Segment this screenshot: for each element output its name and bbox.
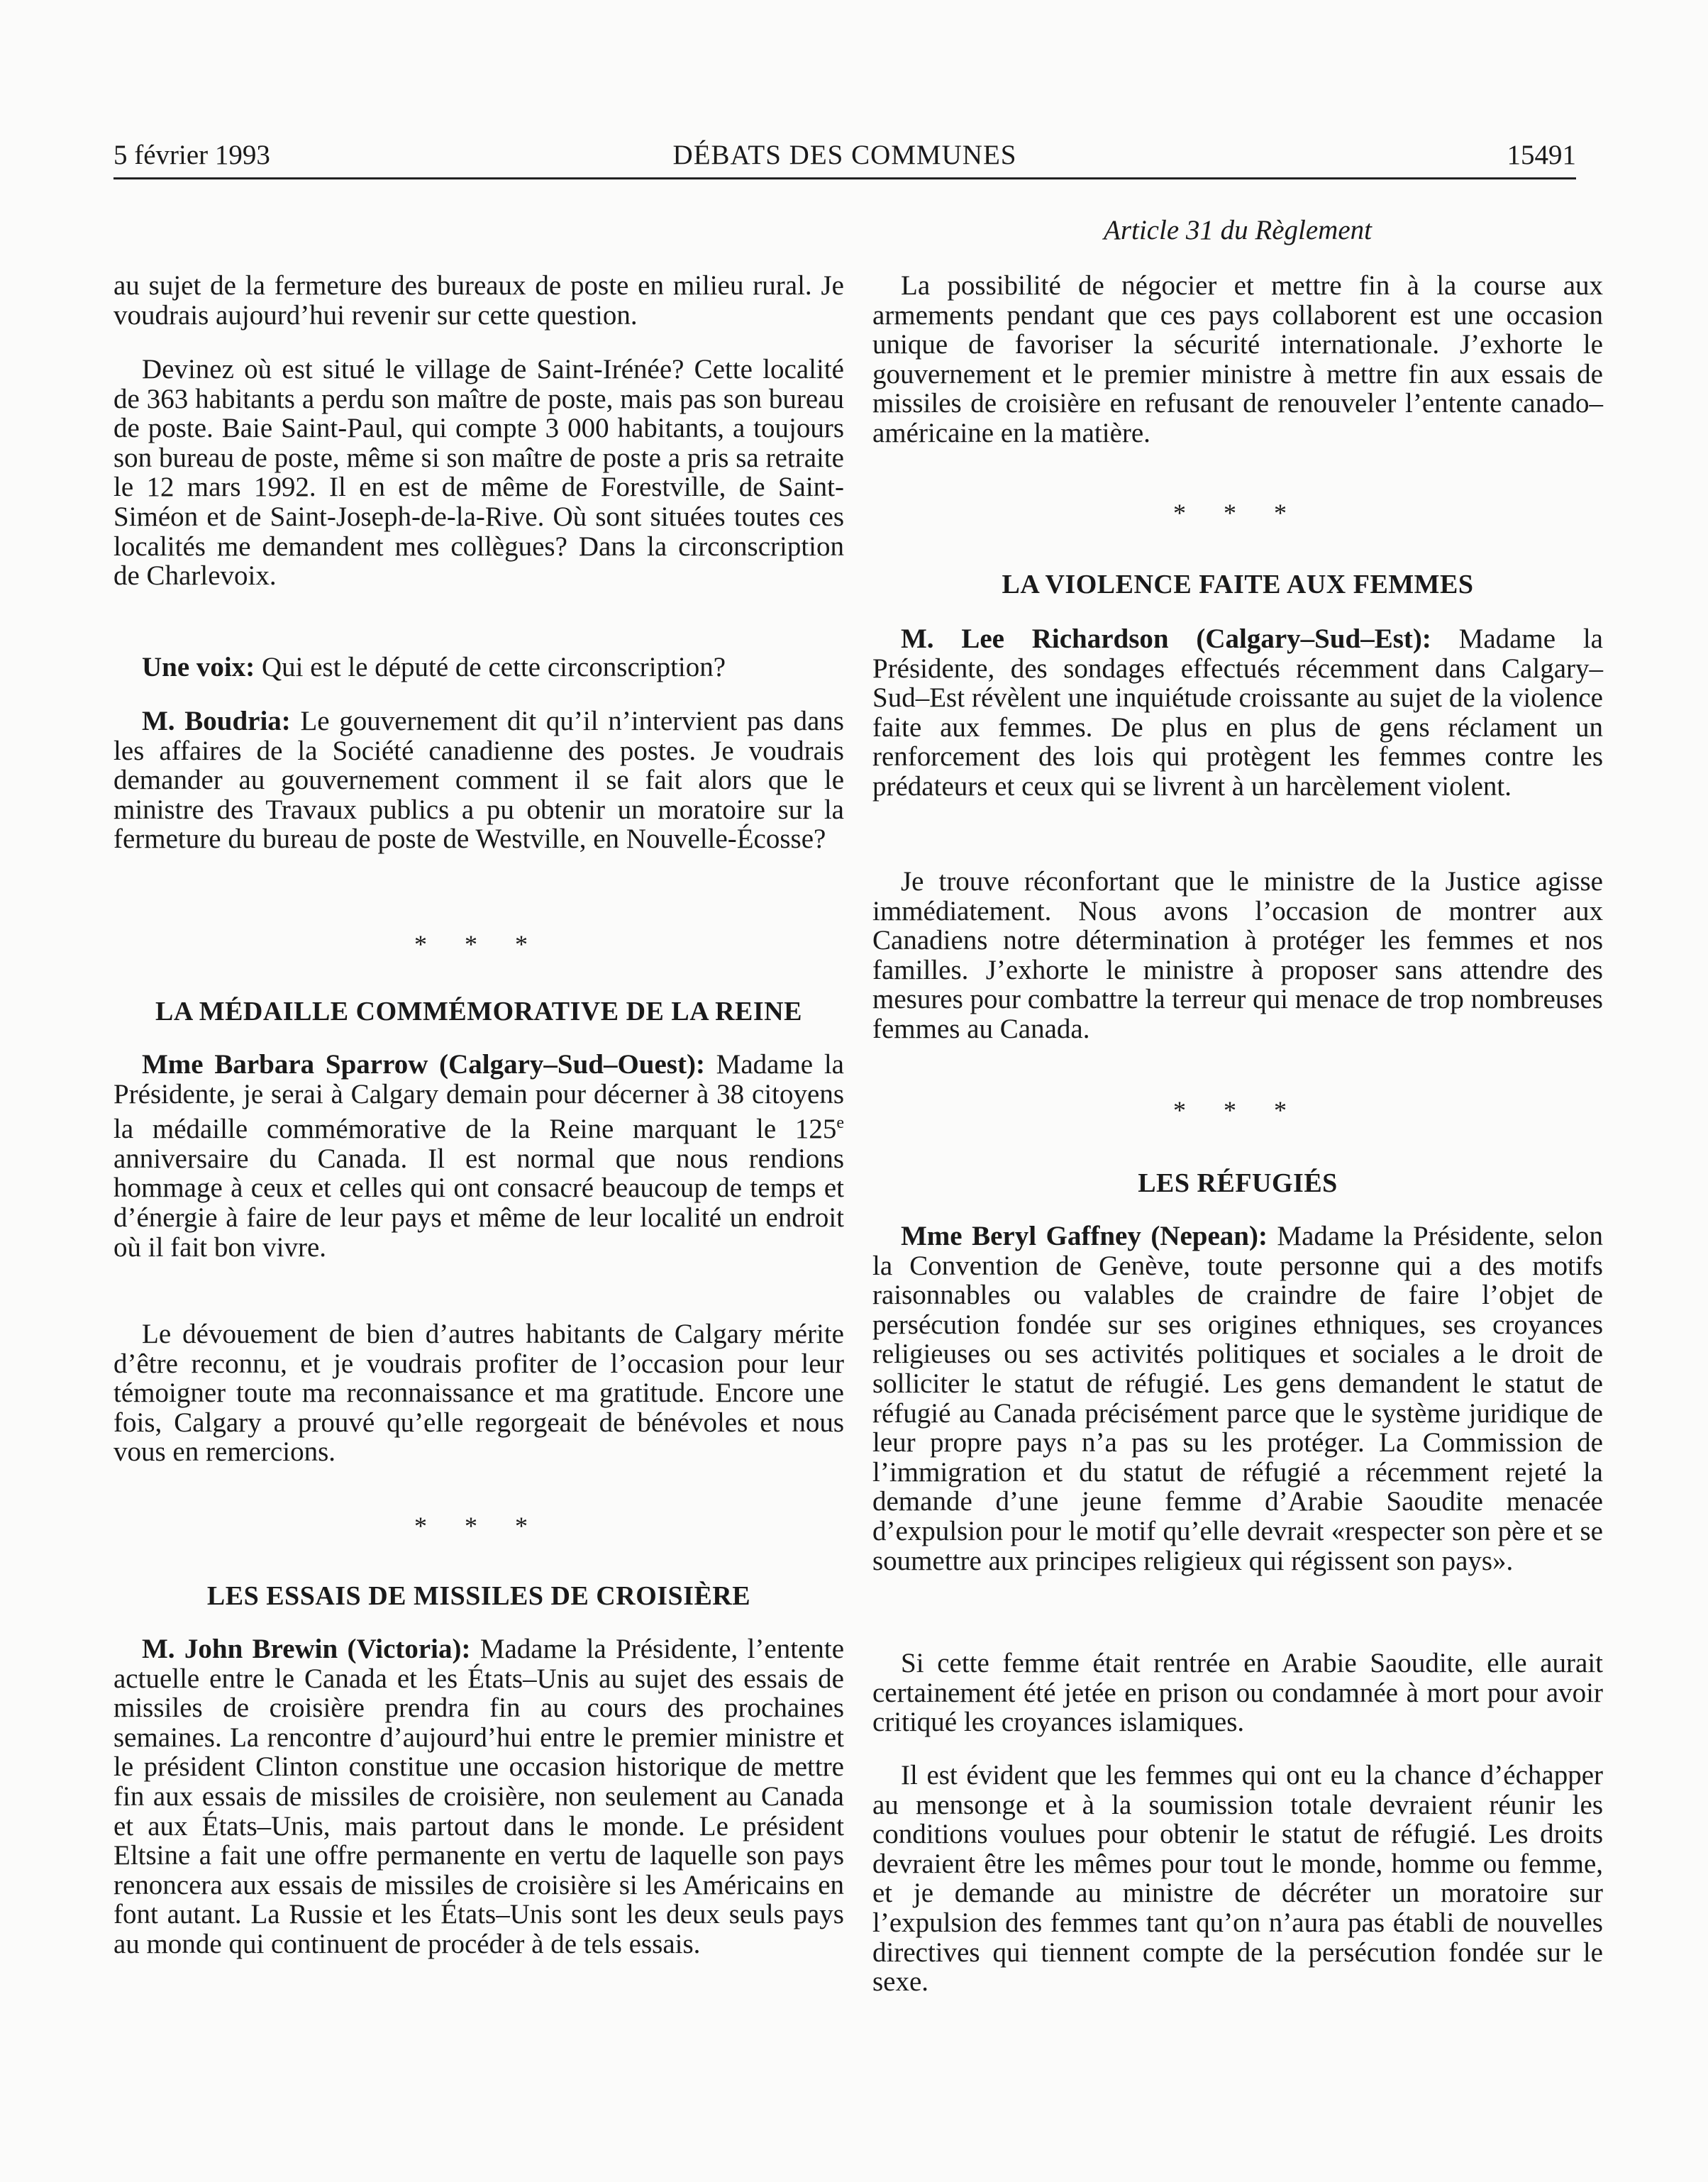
right-para-1: La possibilité de négocier et mettre fin à la course aux armements pendant que ces pays collaborent est une occasion unique de favoriser la sécurité internationale. J’exhorte le gouvernement et le premier ministre à mettre fin aux essais de missiles de croisière en refusant de renouveler l’entente canado–américaine en la matière. bbox=[872, 270, 1603, 448]
header-date: 5 février 1993 bbox=[113, 140, 270, 170]
left-para-3: Une voix: Qui est le député de cette circonscription? bbox=[142, 652, 726, 682]
left-para-2: Devinez où est situé le village de Saint-Irénée? Cette localité de 363 habitants a perdu son maître de poste, mais pas son bureau de poste. Baie Saint-Paul, qui compte 3 000 habitants, a toujours son bureau de poste, même si son maître de poste a pris sa retraite le 12 mars 1992. Il en est de même de Forestville, de Saint-Siméon et de Saint-Joseph-de-la-Rive. Où sont situées toutes ces localités me demandent mes collègues? Dans la circonscription de Charlevoix. bbox=[113, 354, 844, 592]
section-separator: * * * bbox=[414, 930, 543, 958]
right-para-2: M. Lee Richardson (Calgary–Sud–Est): Madame la Présidente, des sondages effectués récemment dans Calgary–Sud–Est révèlent une inquiétude croissante au sujet de la violence faite aux femmes. De plus en plus de gens réclament un renforcement des lois qui protègent les femmes contre les prédateurs et ceux qui se livrent à un harcèlement violent. bbox=[872, 624, 1603, 802]
section-heading: LA MÉDAILLE COMMÉMORATIVE DE LA REINE bbox=[155, 997, 802, 1026]
right-para-5: Si cette femme était rentrée en Arabie Saoudite, elle aurait certainement été jetée en prison ou condamnée à mort pour avoir critiqué les croyances islamiques. bbox=[872, 1648, 1603, 1738]
speaker-name: Mme Beryl Gaffney (Nepean): bbox=[901, 1221, 1268, 1251]
left-para-5: Mme Barbara Sparrow (Calgary–Sud–Ouest): Madame la Présidente, je serai à Calgary demain pour décerner à 38 citoyens la médaille commémorative de la Reine marquant le 125e anniversaire du Canada. Il est normal que nous rendions hommage à ceux et celles qui ont consacré beaucoup de temps et d’énergie à faire de leur pays et même de leur localité un endroit où il fait bon vivre. bbox=[113, 1049, 844, 1263]
running-header bbox=[113, 139, 1576, 176]
section-heading: LA VIOLENCE FAITE AUX FEMMES bbox=[1002, 570, 1474, 599]
right-para-6: Il est évident que les femmes qui ont eu la chance d’échapper au mensonge et à la soumission totale devraient réunir les conditions voulues pour obtenir le statut de réfugié. Les droits devraient être les mêmes pour tout le monde, homme ou femme, et je demande au ministre de décréter un moratoire sur l’expulsion des femmes tant qu’on n’aura pas établi de nouvelles directives qui tiennent compte de la persécution fondée sur le sexe. bbox=[872, 1760, 1603, 1998]
speaker-name: M. John Brewin (Victoria): bbox=[142, 1634, 471, 1664]
speaker-name: Mme Barbara Sparrow (Calgary–Sud–Ouest): bbox=[142, 1049, 705, 1080]
header-publication: DÉBATS DES COMMUNES bbox=[672, 140, 1017, 170]
right-para-3: Je trouve réconfortant que le ministre de la Justice agisse immédiatement. Nous avons l’occasion de montrer aux Canadiens notre détermination à protéger les femmes et nos familles. J’exhorte le ministre à proposer sans attendre des mesures pour combattre la terreur qui menace de trop nombreuses femmes au Canada. bbox=[872, 866, 1603, 1044]
section-label: Article 31 du Règlement bbox=[1104, 215, 1372, 245]
speaker-name: M. Boudria: bbox=[142, 706, 291, 736]
section-heading: LES RÉFUGIÉS bbox=[1138, 1168, 1338, 1198]
speaker-name: M. Lee Richardson (Calgary–Sud–Est): bbox=[901, 624, 1431, 654]
section-separator: * * * bbox=[414, 1512, 543, 1540]
header-rule bbox=[113, 177, 1576, 179]
left-para-6: Le dévouement de bien d’autres habitants de Calgary mérite d’être reconnu, et je voudrais profiter de l’occasion pour leur témoigner toute ma reconnaissance et ma gratitude. Encore une fois, Calgary a prouvé qu’elle regorgeait de bénévoles et nous vous en remercions. bbox=[113, 1319, 844, 1468]
left-para-4: M. Boudria: Le gouvernement dit qu’il n’intervient pas dans les affaires de la Société canadienne des postes. Je voudrais demander au gouvernement comment il se fait alors que le ministre des Travaux publics a pu obtenir un moratoire sur la fermeture du bureau de poste de Westville, en Nouvelle-Écosse? bbox=[113, 706, 844, 855]
section-separator: * * * bbox=[1173, 499, 1302, 527]
left-para-1: au sujet de la fermeture des bureaux de poste en milieu rural. Je voudrais aujourd’hui revenir sur cette question. bbox=[113, 270, 844, 331]
speaker-name: Une voix: bbox=[142, 652, 255, 682]
left-para-7: M. John Brewin (Victoria): Madame la Présidente, l’entente actuelle entre le Canada et les États–Unis au sujet des essais de missiles de croisière prendra fin au cours des prochaines semaines. La rencontre d’aujourd’hui entre le premier ministre et le président Clinton constitue une occasion historique de mettre fin aux essais de missiles de croisière, non seulement au Canada et aux États–Unis, mais partout dans le monde. Le président Eltsine a fait une offre permanente en vertu de laquelle son pays renoncera aux essais de missiles de croisière si les Américains en font autant. La Russie et les États–Unis sont les deux seuls pays au monde qui continuent de procéder à de tels essais. bbox=[113, 1634, 845, 1959]
section-separator: * * * bbox=[1173, 1096, 1302, 1124]
header-page-number: 15491 bbox=[1507, 140, 1576, 170]
section-heading: LES ESSAIS DE MISSILES DE CROISIÈRE bbox=[206, 1581, 751, 1611]
right-para-4: Mme Beryl Gaffney (Nepean): Madame la Présidente, selon la Convention de Genève, toute personne qui a des motifs raisonnables ou valables de craindre de faire l’objet de persécution fondée sur ses origines ethniques, ses croyances religieuses ou ses activités politiques et sociales a le droit de solliciter le statut de réfugié. Les gens demandent le statut de réfugié au Canada précisément parce que le système juridique de leur propre pays n’a pas su les protéger. La Commission de l’immigration et du statut de réfugié a récemment rejeté la demande d’une jeune femme d’Arabie Saoudite menacée d’expulsion pour le motif qu’elle devrait «respecter son père et se soumettre aux principes religieux qui régissent son pays». bbox=[872, 1221, 1603, 1576]
